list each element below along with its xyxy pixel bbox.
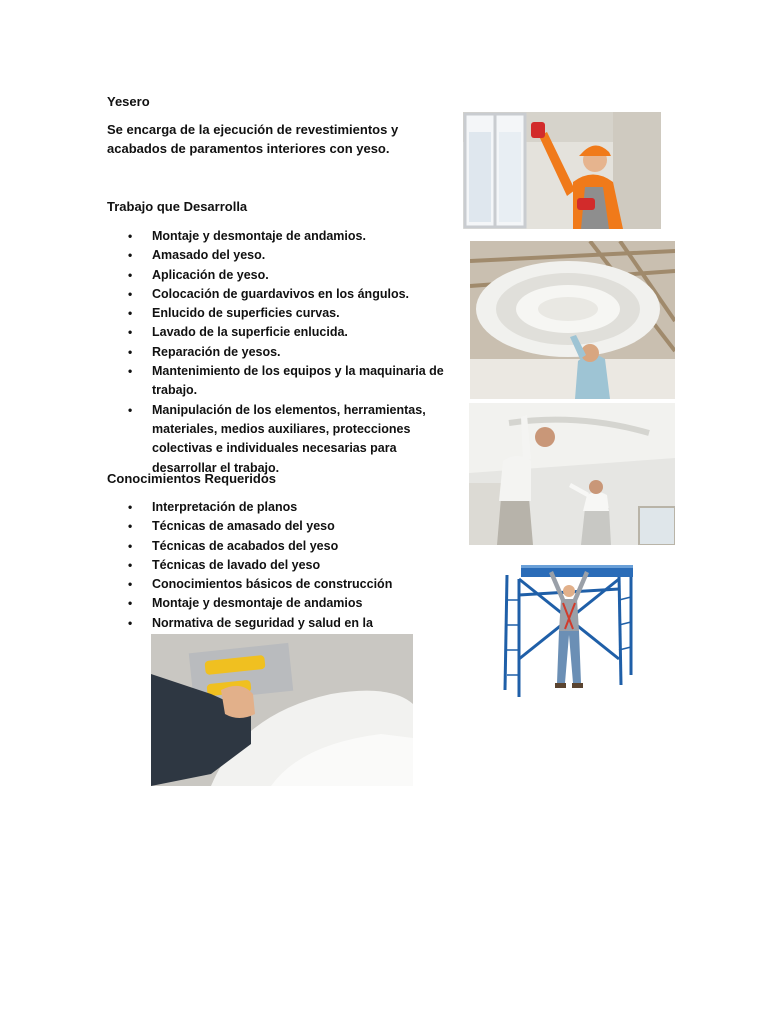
bullet-icon: •: [128, 596, 133, 611]
list-item: • Mantenimiento de los equipos y la maquinaria de trabajo.: [128, 364, 444, 398]
document-title: Yesero: [107, 94, 150, 109]
bullet-icon: •: [128, 306, 133, 321]
bullet-icon: •: [128, 286, 133, 301]
bullet-icon: •: [128, 577, 133, 592]
intro-paragraph: Se encarga de la ejecución de revestimientos y acabados de paramentos interiores con yeso.: [107, 122, 399, 156]
knowledge-list: [0, 498, 457, 652]
photo-ceiling-medallion: [470, 241, 675, 399]
bullet-icon: •: [128, 519, 133, 534]
bullet-icon: •: [128, 267, 133, 282]
photo-scaffold-worker: [497, 555, 641, 700]
photo-trowel-plaster: [151, 634, 413, 786]
bullet-icon: •: [128, 325, 133, 340]
list-item: • Amasado del yeso.: [0, 246, 457, 265]
list-item: • Colocación de guardavivos en los ángulos.: [0, 285, 457, 304]
list-item: • Manipulación de los elementos, herramientas, materiales, medios auxiliares, protecciones colectivas e individuales necesarias para desarrollar el trabajo.: [128, 402, 426, 475]
bullet-icon: •: [128, 402, 133, 417]
bullet-icon: •: [128, 557, 133, 572]
knowledge-heading: Conocimientos Requeridos: [107, 471, 277, 486]
bullet-icon: •: [128, 248, 133, 263]
list-item: • Técnicas de lavado del yeso: [0, 556, 457, 575]
list-item: • Montaje y desmontaje de andamios: [0, 594, 457, 613]
list-item: • Enlucido de superficies curvas.: [0, 304, 457, 323]
bullet-icon: •: [128, 615, 133, 630]
list-item: • Interpretación de planos: [0, 498, 457, 517]
list-item: • Normativa de seguridad y salud en la: [0, 614, 457, 653]
list-item: • Montaje y desmontaje de andamios.: [0, 227, 457, 246]
bullet-icon: •: [128, 344, 133, 359]
list-item: • Conocimientos básicos de construcción: [0, 575, 457, 594]
list-item: • Lavado de la superficie enlucida.: [0, 323, 457, 342]
bullet-icon: •: [128, 364, 133, 379]
photo-workers-drywall: [469, 403, 675, 545]
bullet-icon: •: [128, 500, 133, 514]
list-item: • Aplicación de yeso.: [0, 266, 457, 285]
bullet-icon: •: [128, 538, 133, 553]
work-heading: Trabajo que Desarrolla: [107, 199, 248, 214]
list-item: • Técnicas de acabados del yeso: [0, 537, 457, 556]
list-item: • Técnicas de amasado del yeso: [0, 517, 457, 536]
bullet-icon: •: [128, 229, 133, 243]
work-list: [0, 227, 457, 478]
list-item: • Reparación de yesos.: [0, 343, 457, 362]
photo-plasterer-ceiling: [463, 112, 661, 229]
